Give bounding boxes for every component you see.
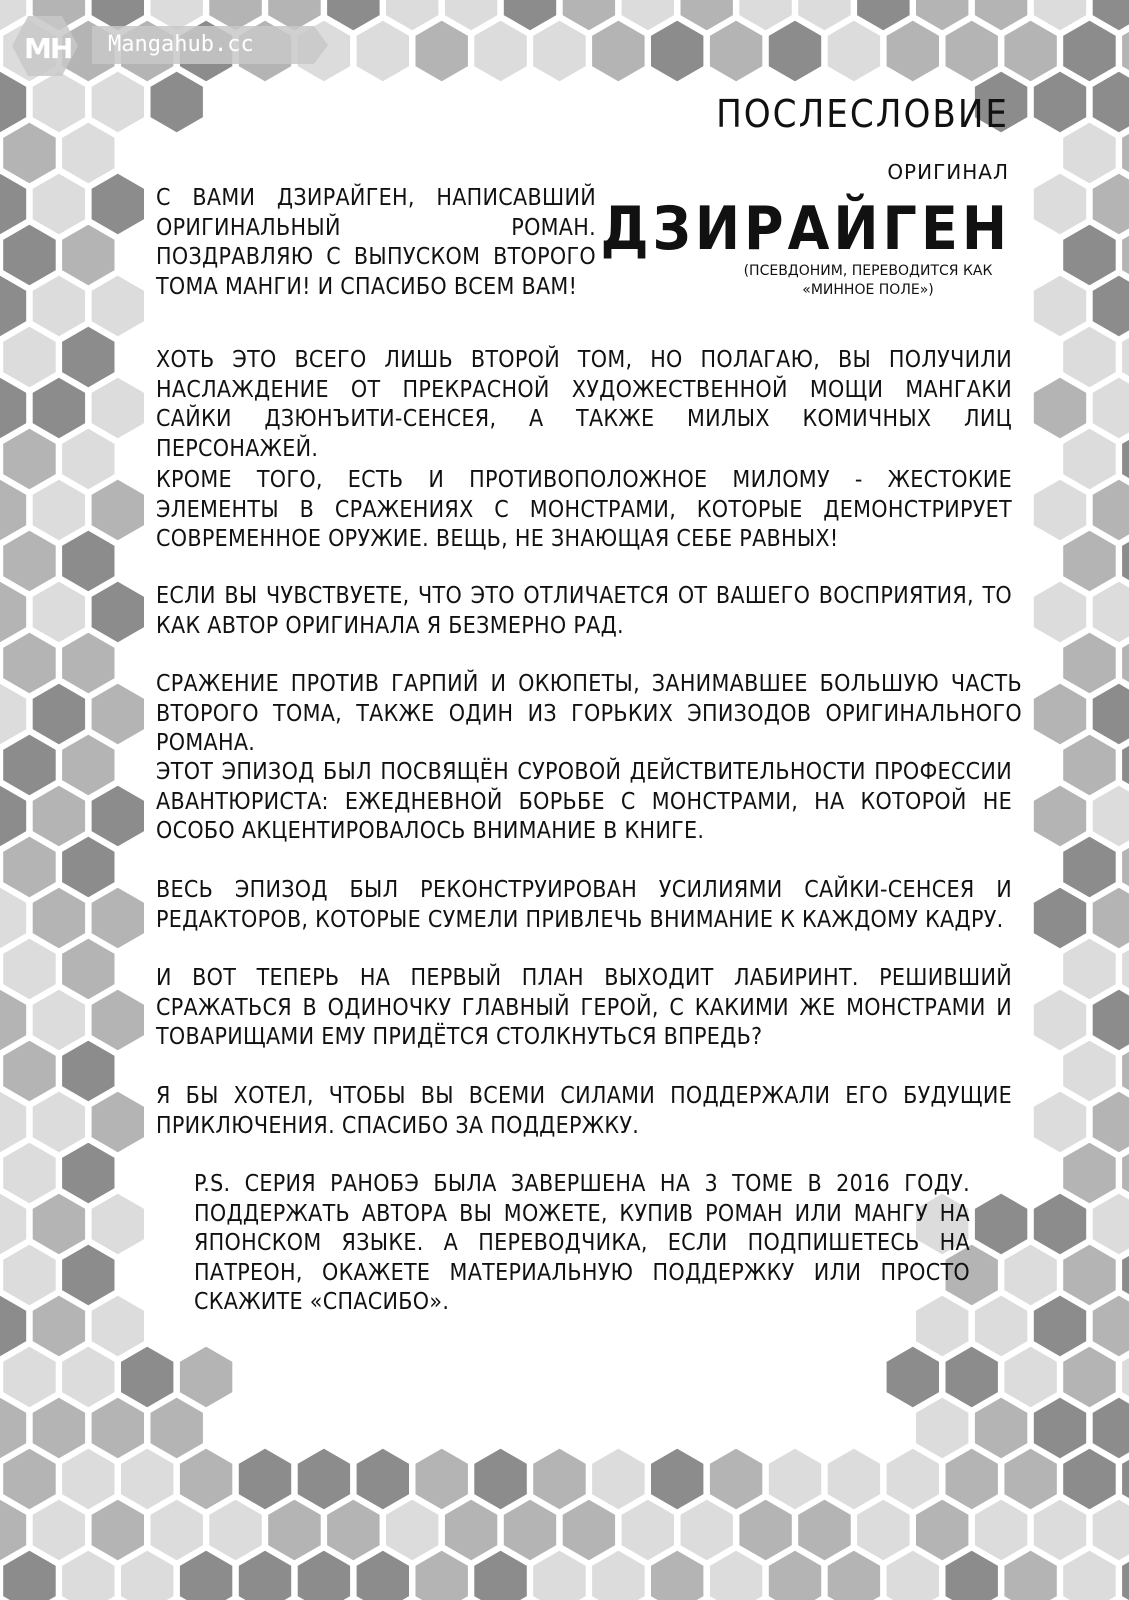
hexagon-tile <box>385 1498 440 1562</box>
hexagon-tile <box>149 1498 204 1562</box>
hexagon-tile <box>1062 1141 1118 1205</box>
hexagon-tile <box>1032 376 1087 440</box>
paragraph-3: КРОМЕ ТОГО, ЕСТЬ И ПРОТИВОПОЛОЖНОЕ МИЛОМУ - ЖЕСТОКИЕ ЭЛЕМЕНТЫ В СРАЖЕНИЯХ С МОНСТРАМИ, КОТОРЫЕ ДЕМОНСТРИРУЕТ СОВРЕМЕННОЕ ОРУЖИЕ. ВЕЩЬ, НЕ ЗНАЮЩАЯ СЕБЕ РАВНЫХ! <box>156 467 1012 552</box>
hexagon-tile <box>473 1447 529 1511</box>
hexagon-tile <box>31 580 86 644</box>
paragraph-2: ХОТЬ ЭТО ВСЕГО ЛИШЬ ВТОРОЙ ТОМ, НО ПОЛАГАЮ, ВЫ ПОЛУЧИЛИ НАСЛАЖДЕНИЕ ОТ ПРЕКРАСНОЙ ХУДОЖЕСТВЕННОЙ МОЩИ МАНГАКИ САЙКИ ДЗЮНЪИТИ-СЕНСЕЯ, А ТАКЖЕ МИЛЫХ КОМИЧНЫХ ЛИЦ ПЕРСОНАЖЕЙ. <box>156 347 1012 462</box>
hexagon-tile <box>885 1345 940 1409</box>
hexagon-tile <box>708 1447 763 1511</box>
hexagon-tile <box>973 1192 1028 1256</box>
hexagon-tile <box>1062 1039 1118 1103</box>
hexagon-tile <box>650 1447 705 1511</box>
hexagon-tile <box>61 1447 116 1511</box>
hexagon-tile <box>826 19 881 83</box>
hexagon-tile <box>355 19 410 83</box>
hexagon-tile <box>532 19 588 83</box>
hexagon-tile <box>414 1447 469 1511</box>
hexagon-tile <box>90 1192 145 1256</box>
hexagon-tile <box>1032 580 1087 644</box>
hexagon-tile <box>2 427 58 491</box>
hexagon-tile <box>1032 682 1087 746</box>
hexagon-tile <box>1032 886 1087 950</box>
hexagon-tile <box>2 835 58 899</box>
hexagon-tile <box>61 1141 116 1205</box>
hexagon-tile <box>856 1498 912 1562</box>
postscript: P.S. СЕРИЯ РАНОБЭ БЫЛА ЗАВЕРШЕНА НА 3 ТОМЕ В 2016 ГОДУ. ПОДДЕРЖАТЬ АВТОРА ВЫ МОЖЕТЕ, КУПИВ РОМАН ИЛИ МАНГУ НА ЯПОНСКОМ ЯЗЫКЕ. А ПЕРЕВОДЧИКА, ЕСЛИ ПОДПИШЕТЕСЬ НА ПАТРЕОН, ОКАЖЕТЕ МАТЕРИАЛЬНУЮ ПОДДЕРЖКУ ИЛИ ПРОСТО СКАЖИТЕ «СПАСИБО». <box>194 1171 970 1315</box>
hexagon-tile <box>61 937 116 1001</box>
hexagon-tile <box>90 988 145 1052</box>
hexagon-tile <box>1032 1192 1087 1256</box>
hexagon-tile <box>1003 1243 1058 1307</box>
hexagon-tile <box>1062 631 1118 695</box>
hexagon-tile <box>31 682 86 746</box>
hexagon-tile <box>61 325 116 389</box>
hexagon-tile <box>2 937 58 1001</box>
hexagon-tile <box>31 1090 86 1154</box>
hexagon-tile <box>31 172 86 236</box>
hexagon-tile <box>2 1345 58 1409</box>
hexagon-tile <box>1062 1345 1118 1409</box>
hexagon-tile <box>120 1345 175 1409</box>
hexagon-tile <box>1062 733 1118 797</box>
hexagon-tile <box>2 631 58 695</box>
hexagon-tile <box>1032 172 1087 236</box>
hexagon-tile <box>915 1498 970 1562</box>
hexagon-tile <box>31 274 86 338</box>
paragraph-9: Я БЫ ХОТЕЛ, ЧТОБЫ ВЫ ВСЕМИ СИЛАМИ ПОДДЕРЖАЛИ ЕГО БУДУЩИЕ ПРИКЛЮЧЕНИЯ. СПАСИБО ЗА ПОДДЕРЖКУ. <box>156 1083 1012 1139</box>
hexagon-tile <box>944 1447 999 1511</box>
hexagon-tile <box>767 1447 822 1511</box>
hexagon-tile <box>885 19 940 83</box>
hexagon-tile <box>120 1447 175 1511</box>
hexagon-tile <box>90 274 145 338</box>
hexagon-tile <box>90 70 145 134</box>
hexagon-tile <box>2 325 58 389</box>
hexagon-tile <box>178 1447 233 1511</box>
hexagon-tile <box>2 1447 58 1511</box>
hexagon-tile <box>915 1396 970 1460</box>
hexagon-tile <box>1032 274 1087 338</box>
hexagon-tile <box>708 19 763 83</box>
hexagon-tile <box>2 529 58 593</box>
hexagon-tile <box>90 1498 145 1562</box>
hexagon-tile <box>61 835 116 899</box>
hexagon-tile <box>237 1447 292 1511</box>
hexagon-tile <box>267 1498 323 1562</box>
hexagon-tile <box>973 1498 1028 1562</box>
hexagon-tile <box>208 1498 263 1562</box>
logo-text: MH <box>24 32 72 65</box>
hexagon-tile <box>61 427 116 491</box>
hexagon-tile <box>679 1498 734 1562</box>
hexagon-tile <box>532 1447 588 1511</box>
hexagon-tile <box>502 1498 557 1562</box>
hexagon-tile <box>31 988 86 1052</box>
hexagon-tile <box>90 376 145 440</box>
hexagon-tile <box>885 1447 940 1511</box>
hexagon-tile <box>1032 1294 1087 1358</box>
hexagon-tile <box>61 1345 116 1409</box>
hexagon-tile <box>31 784 86 848</box>
hexagon-tile <box>561 1498 616 1562</box>
paragraph-5: СРАЖЕНИЕ ПРОТИВ ГАРПИЙ И ОКЮПЕТЫ, ЗАНИМАВШЕЕ БОЛЬШУЮ ЧАСТЬ ВТОРОГО ТОМА, ТАКЖЕ ОДИН ИЗ ГОРЬКИХ ЭПИЗОДОВ ОРИГИНАЛЬНОГО РОМАНА. <box>156 671 1022 756</box>
hexagon-tile <box>944 19 999 83</box>
hexagon-tile <box>31 70 86 134</box>
hexagon-tile <box>61 1039 116 1103</box>
paragraph-4: ЕСЛИ ВЫ ЧУВСТВУЕТЕ, ЧТО ЭТО ОТЛИЧАЕТСЯ ОТ ВАШЕГО ВОСПРИЯТИЯ, ТО КАК АВТОР ОРИГИНАЛА Я БЕЗМЕРНО РАД. <box>156 583 1012 639</box>
hexagon-tile <box>61 631 116 695</box>
hexagon-tile <box>1032 784 1087 848</box>
author-name: ДЗИРАЙГЕН <box>600 194 1011 264</box>
hexagon-tile <box>90 1294 145 1358</box>
hexagon-tile <box>1062 835 1118 899</box>
hexagon-tile <box>149 70 204 134</box>
hexagon-tile <box>61 529 116 593</box>
hexagon-tile <box>1032 1396 1087 1460</box>
hexagon-tile <box>2 223 58 287</box>
hexagon-tile <box>1062 121 1118 185</box>
hexagon-tile <box>1062 325 1118 389</box>
hexagon-tile <box>90 580 145 644</box>
hexagon-tile <box>2 121 58 185</box>
hexagon-tile <box>944 1345 999 1409</box>
author-note: (ПСЕВДОНИМ, ПЕРЕВОДИТСЯ КАК «МИННОЕ ПОЛЕ») <box>743 263 993 298</box>
hexagon-tile <box>650 19 705 83</box>
hexagon-tile <box>61 223 116 287</box>
hexagon-tile <box>31 1396 86 1460</box>
hexagon-tile <box>178 1345 233 1409</box>
hexagon-tile <box>90 172 145 236</box>
hexagon-tile <box>1062 427 1118 491</box>
hexagon-tile <box>31 478 86 542</box>
hexagon-tile <box>31 376 86 440</box>
hexagon-tile <box>2 733 58 797</box>
hexagon-tile <box>591 19 647 83</box>
hexagon-tile <box>90 478 145 542</box>
hexagon-tile <box>31 1192 86 1256</box>
hexagon-tile <box>2 1243 58 1307</box>
hexagon-tile <box>1032 1498 1087 1562</box>
hexagon-tile <box>797 1498 853 1562</box>
hexagon-tile <box>31 886 86 950</box>
page-title: ПОСЛЕСЛОВИЕ <box>716 92 1009 136</box>
hexagon-tile <box>1003 1345 1058 1409</box>
hexagon-tile <box>1062 1447 1118 1511</box>
hexagon-tile <box>90 1090 145 1154</box>
hexagon-tile <box>1003 19 1058 83</box>
hexagon-tile <box>1032 1090 1087 1154</box>
hexagon-tile <box>973 1294 1028 1358</box>
hexagon-tile <box>61 1243 116 1307</box>
hexagon-tile <box>90 682 145 746</box>
hexagon-tile <box>443 1498 498 1562</box>
hexagon-tile <box>355 1447 410 1511</box>
hexagon-tile <box>1062 19 1118 83</box>
hexagon-tile <box>31 1294 86 1358</box>
hexagon-tile <box>61 733 116 797</box>
hexagon-tile <box>2 1141 58 1205</box>
site-watermark: Mangahub.cc <box>108 32 254 57</box>
hexagon-tile <box>1062 529 1118 593</box>
hexagon-tile <box>1062 1243 1118 1307</box>
paragraph-1: С ВАМИ ДЗИРАЙГЕН, НАПИСАВШИЙ ОРИГИНАЛЬНЫЙ РОМАН. ПОЗДРАВЛЯЮ С ВЫПУСКОМ ВТОРОГО ТОМА МАНГИ! И СПАСИБО ВСЕМ ВАМ! <box>156 185 596 300</box>
hexagon-tile <box>90 886 145 950</box>
hexagon-tile <box>1032 478 1087 542</box>
paragraph-8: И ВОТ ТЕПЕРЬ НА ПЕРВЫЙ ПЛАН ВЫХОДИТ ЛАБИРИНТ. РЕШИВШИЙ СРАЖАТЬСЯ В ОДИНОЧКУ ГЛАВНЫЙ ГЕРОЙ, С КАКИМИ ЖЕ МОНСТРАМИ И ТОВАРИЩАМИ ЕМУ ПРИДЁТСЯ СТОЛКНУТЬСЯ ВПРЕДЬ? <box>156 965 1012 1050</box>
hexagon-tile <box>31 1498 86 1562</box>
hexagon-tile <box>2 1039 58 1103</box>
hexagon-tile <box>973 1396 1028 1460</box>
hexagon-tile <box>1032 988 1087 1052</box>
hexagon-tile <box>1062 937 1118 1001</box>
paragraph-6: ЭТОТ ЭПИЗОД БЫЛ ПОСВЯЩЁН СУРОВОЙ ДЕЙСТВИТЕЛЬНОСТИ ПРОФЕССИИ АВАНТЮРИСТА: ЕЖЕДНЕВНОЙ БОРЬБЕ С МОНСТРАМИ, НА КОТОРОЙ НЕ ОСОБО АКЦЕНТИРОВАЛОСЬ ВНИМАНИЕ В КНИГЕ. <box>156 759 1012 844</box>
hexagon-tile <box>1032 70 1087 134</box>
hexagon-tile <box>473 19 529 83</box>
hexagon-tile <box>149 1396 204 1460</box>
hexagon-tile <box>414 19 469 83</box>
hexagon-tile <box>1003 1447 1058 1511</box>
hexagon-tile <box>591 1447 647 1511</box>
hexagon-tile <box>90 1396 145 1460</box>
hexagon-tile <box>90 784 145 848</box>
hexagon-tile <box>767 19 822 83</box>
hexagon-tile <box>826 1447 881 1511</box>
original-label: ОРИГИНАЛ <box>887 160 1009 184</box>
hexagon-tile <box>738 1498 793 1562</box>
hexagon-tile <box>620 1498 675 1562</box>
hexagon-tile <box>296 1447 351 1511</box>
hexagon-tile <box>61 121 116 185</box>
hexagon-tile <box>1062 223 1118 287</box>
hexagon-tile <box>326 1498 382 1562</box>
paragraph-7: ВЕСЬ ЭПИЗОД БЫЛ РЕКОНСТРУИРОВАН УСИЛИЯМИ САЙКИ-СЕНСЕЯ И РЕДАКТОРОВ, КОТОРЫЕ СУМЕЛИ ПРИВЛЕЧЬ ВНИМАНИЕ К КАЖДОМУ КАДРУ. <box>156 877 1012 933</box>
